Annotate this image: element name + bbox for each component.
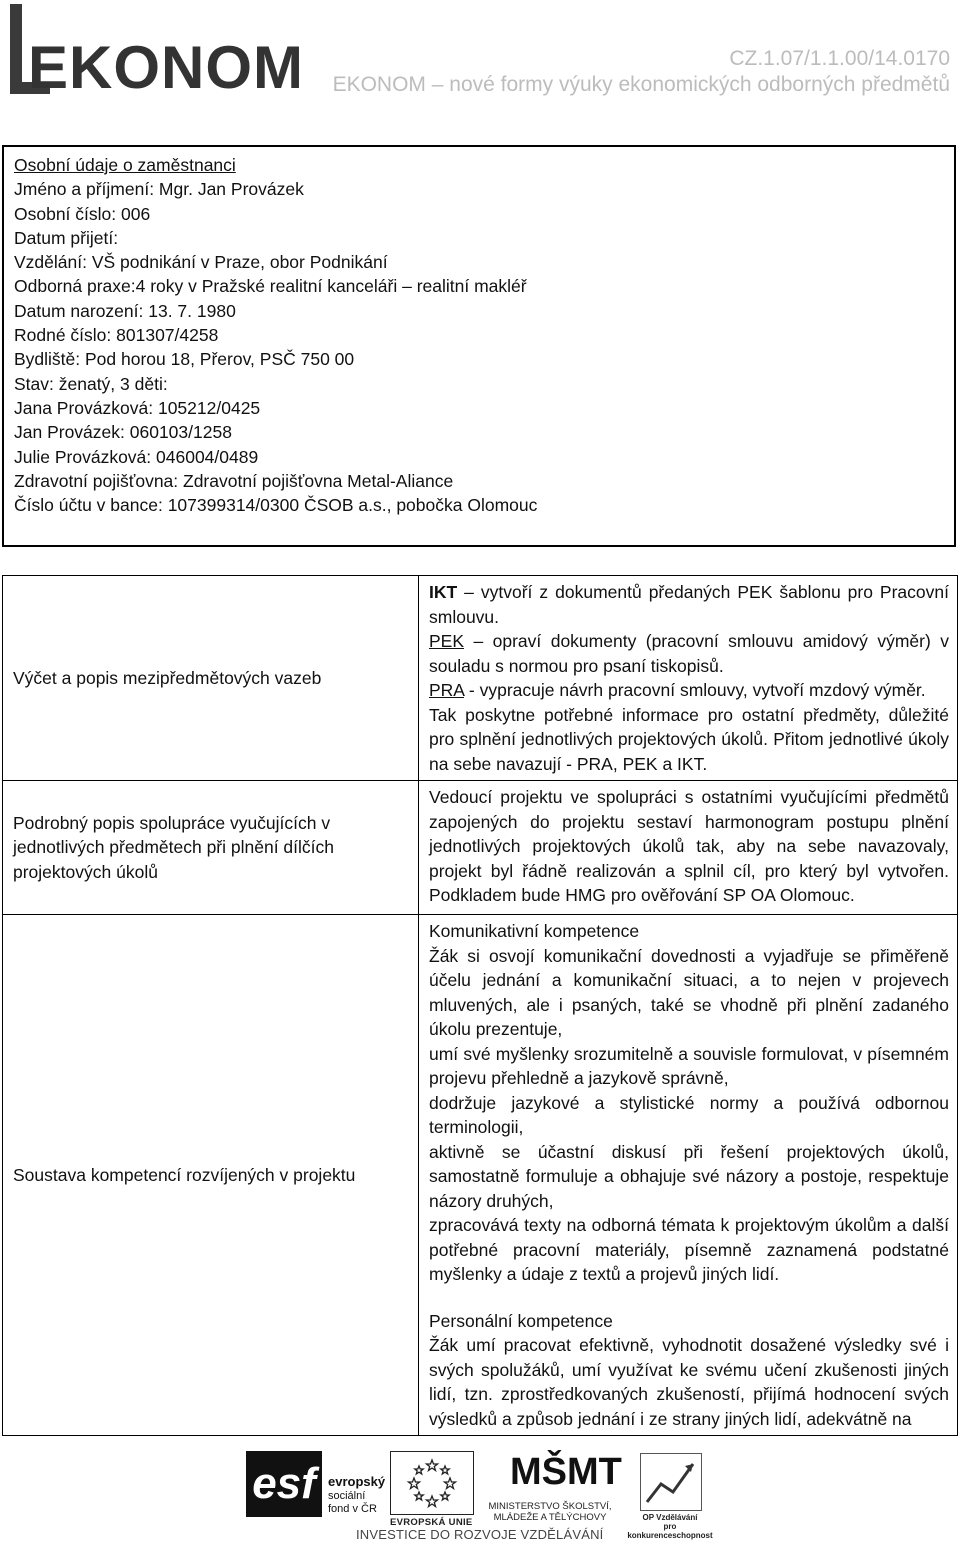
cooperation-paragraph: Vedoucí projektu ve spolupráci s ostatními vyučujícími předmětů zapojených do projektu sestaví harmonogram postupu plnění jednotlivých projektových úkolů tak, aby na sebe navazovaly, projekt byl řádně realizován a splnil cíl, pro který byl vytvořen. Podkladem bude HMG pro ověřování SP OA Olomouc.	[429, 787, 949, 905]
comm-line: umí své myšlenky srozumitelně a souvisle formulovat, v písemném projevu přehledně a jazykově správně,	[429, 1043, 949, 1088]
comm-line: Žák si osvojí komunikační dovednosti a vyjadřuje se přiměřeně účelu jednání a komunikační situaci, a to nejen v projevech mluvených, ale i psaných, také se vhodně při plnění zadaného úkolu prezentuje,	[429, 945, 949, 1039]
msmt-caption	[480, 1501, 620, 1523]
project-table	[2, 575, 958, 1436]
personal-heading: Osobní údaje o zaměstnanci	[14, 155, 236, 175]
personal-line: Stav: ženatý, 3 děti:	[14, 373, 168, 394]
personal-line: Rodné číslo: 801307/4258	[14, 325, 219, 346]
table-row	[3, 781, 958, 915]
comm-title: Komunikativní kompetence	[429, 921, 640, 941]
row-label: Výčet a popis mezipředmětových vazeb	[3, 576, 419, 781]
project-header	[333, 46, 950, 98]
table-row	[3, 915, 958, 1436]
pers-title: Personální kompetence	[429, 1310, 613, 1331]
esf-caption	[328, 1475, 385, 1516]
personal-line: Julie Provázková: 046004/0489	[14, 446, 259, 467]
pra-text: - vypracuje návrh pracovní smlouvy, vytvoří mzdový výměr.	[464, 680, 926, 700]
personal-line: Vzdělání: VŠ podnikání v Praze, obor Podnikání	[14, 252, 388, 273]
pek-paragraph	[429, 629, 949, 678]
msmt-line: MLÁDEŽE A TĚLÝCHOVY	[493, 1512, 607, 1523]
personal-line: Zdravotní pojišťovna: Zdravotní pojišťovna Metal-Aliance	[14, 470, 454, 491]
spacer	[429, 1287, 949, 1309]
esf-logo: esf	[246, 1451, 322, 1517]
personal-line: Datum narození: 13. 7. 1980	[14, 300, 236, 321]
msmt-line: MINISTERSTVO ŠKOLSTVÍ,	[488, 1501, 612, 1512]
op-caption	[620, 1513, 720, 1540]
personal-line: Odborná praxe:4 roky v Pražské realitní kanceláři – realitní makléř	[14, 276, 527, 297]
logo-text: EKONOM	[28, 34, 304, 101]
pra-paragraph	[429, 678, 949, 703]
footer-logos	[240, 1445, 720, 1545]
ikt-tag: IKT	[429, 582, 458, 602]
row-content	[419, 576, 958, 781]
pra-tag: PRA	[429, 680, 465, 700]
personal-line: Bydliště: Pod horou 18, Přerov, PSČ 750 00	[14, 349, 355, 370]
op-line: OP Vzdělávání	[642, 1513, 698, 1522]
personal-line: Datum přijetí:	[14, 227, 119, 248]
comm-line: dodržuje jazykové a stylistické normy a používá odbornou terminologii,	[429, 1092, 949, 1137]
esf-line: fond v ČR	[328, 1503, 377, 1515]
pek-text: – opraví dokumenty (pracovní smlouvu amidový výměr) v souladu s normou pro psaní tiskopisů.	[429, 631, 949, 676]
esf-line: sociální	[328, 1490, 366, 1502]
row-label: Soustava kompetencí rozvíjených v projektu	[3, 915, 419, 1436]
ikt-paragraph	[429, 580, 949, 629]
project-name: EKONOM – nové formy výuky ekonomických odborných předmětů	[332, 73, 950, 96]
personal-line: Jana Provázková: 105212/0425	[14, 397, 261, 418]
table-row	[3, 576, 958, 781]
comm-line: zpracovává texty na odborná témata k projektovým úkolům a další potřebné pracovní materiály, písemně zaznamená podstatné myšlenky a údaje z textů a projevů jiných lidí.	[429, 1215, 949, 1284]
msmt-logo: MŠMT	[510, 1451, 622, 1493]
personal-line: Číslo účtu v bance: 107399314/0300 ČSOB a.s., pobočka Olomouc	[14, 495, 538, 516]
project-code: CZ.1.07/1.1.00/14.0170	[729, 47, 950, 70]
ekonom-logo	[8, 4, 304, 101]
row-label: Podrobný popis spolupráce vyučujících v jednotlivých předmětech při plnění dílčích projektových úkolů	[3, 781, 419, 915]
personal-line: Jan Provázek: 060103/1258	[14, 422, 232, 443]
closing-paragraph: Tak poskytne potřebné informace pro ostatní předměty, důležité pro splnění jednotlivých projektových úkolů. Přitom jednotlivé úkoly na sebe navazují - PRA, PEK a IKT.	[429, 704, 949, 774]
row-content	[419, 915, 958, 1436]
pers-text: Žák umí pracovat efektivně, vyhodnotit dosažené výsledky své i svých spolužáků, umí využívat ke svému učení zkušenosti jiných lidí, tzn. zprostředkovaných zkušeností, přijímá hodnocení svých výsledků a způsob jednání i ze strany jiných lidí, adekvátně na	[429, 1335, 949, 1429]
personal-data-box	[2, 145, 956, 547]
investment-tagline: INVESTICE DO ROZVOJE VZDĚLÁVÁNÍ	[356, 1527, 604, 1542]
ikt-text: – vytvoří z dokumentů předaných PEK šablonu pro Pracovní smlouvu.	[429, 582, 949, 627]
pek-tag: PEK	[429, 631, 465, 651]
comm-line: aktivně se účastní diskusí při řešení projektových úkolů, samostatně formuluje a obhajuje své názory a postoje, respektuje názory druhých,	[429, 1141, 949, 1211]
esf-line: evropský	[328, 1474, 386, 1489]
eu-flag-icon	[390, 1451, 474, 1515]
op-logo-icon	[640, 1453, 702, 1511]
row-content	[419, 781, 958, 915]
personal-line: Jméno a příjmení: Mgr. Jan Provázek	[14, 179, 304, 200]
op-line: pro konkurenceschopnost	[627, 1522, 713, 1540]
personal-line: Osobní číslo: 006	[14, 203, 151, 224]
eu-label: EVROPSKÁ UNIE	[390, 1517, 473, 1528]
logo-mark-bar	[10, 4, 22, 94]
